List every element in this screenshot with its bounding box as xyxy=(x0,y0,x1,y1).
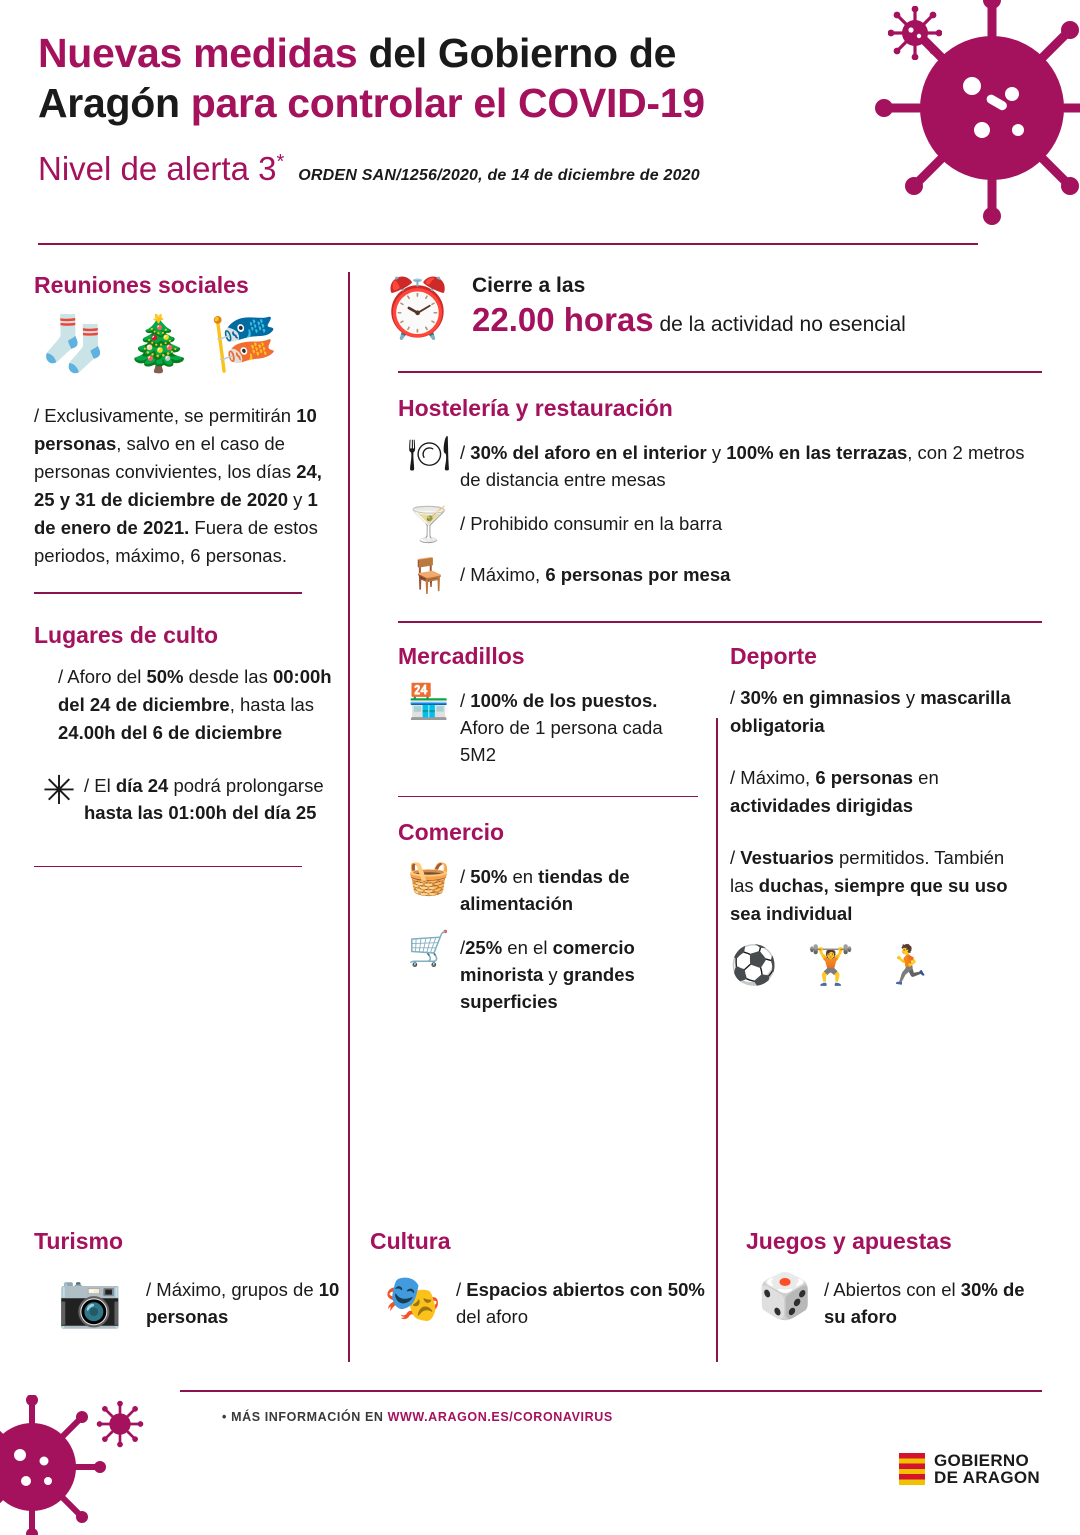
closing-rest: de la actividad no esencial xyxy=(653,313,906,336)
gobierno-logo-text xyxy=(934,1452,1040,1486)
main-divider-1 xyxy=(398,371,1042,373)
com2-b: en el xyxy=(502,937,553,959)
running-icon: 🏃 xyxy=(884,944,962,987)
culto-1c: desde las xyxy=(183,665,273,687)
reuniones-b1: 10 personas xyxy=(34,405,317,454)
dep2-b1: 6 personas xyxy=(815,766,914,788)
serving-dish-icon: 🍽 xyxy=(407,434,451,473)
shopping-cart-icon: 🛒 xyxy=(407,930,451,969)
culto-item-1 xyxy=(34,663,334,747)
com2-b1: 25% xyxy=(465,937,503,959)
turismo-item xyxy=(34,1273,348,1330)
title-plain-2: Aragón xyxy=(38,80,191,126)
dep1-a: / xyxy=(730,686,741,708)
dep3-a: / xyxy=(730,846,741,868)
main-column xyxy=(370,272,1042,1029)
alarm-clock-icon: ⏰ xyxy=(381,275,455,341)
title-accent-2: para controlar el COVID-19 xyxy=(190,80,705,126)
cul-a: / xyxy=(456,1279,467,1300)
subtitle-row xyxy=(38,150,918,188)
tur-b1: 10 personas xyxy=(146,1279,340,1327)
column-divider-left xyxy=(348,272,350,1362)
shopping-basket-icon: 🧺 xyxy=(407,859,451,898)
closing-line1: Cierre a las xyxy=(472,274,586,297)
cultura-text xyxy=(456,1273,716,1330)
merc-a: / xyxy=(460,689,471,711)
reuniones-text xyxy=(34,402,334,570)
reuniones-t3: y xyxy=(288,489,308,510)
reuniones-b3: 1 de enero de 2021. xyxy=(34,489,318,538)
culto-1b2: 00:00h del 24 de diciembre xyxy=(58,665,332,715)
host1-a: / xyxy=(460,441,471,463)
turismo-text xyxy=(146,1273,348,1330)
table-chairs-icon: 🪑 xyxy=(407,556,451,595)
culto-1a: / Aforo del xyxy=(58,665,147,687)
com1-b2: tiendas de alimentación xyxy=(460,866,630,915)
merc-b1: 100% de los puestos. xyxy=(470,689,658,711)
soccer-ball-icon: ⚽ xyxy=(730,944,808,987)
hosteleria-item-1 xyxy=(398,436,1042,493)
closing-line2 xyxy=(472,300,906,345)
closing-time-block xyxy=(370,272,1042,345)
reuniones-t2: , salvo en el caso de personas convivientes, los días xyxy=(34,433,297,482)
deporte-item-3 xyxy=(730,844,1020,928)
virus-decoration-small-bottom xyxy=(96,1400,144,1448)
com2-b2: comercio minorista xyxy=(460,937,635,986)
section-title-turismo: Turismo xyxy=(34,1228,124,1254)
jue-a: / Abiertos con el xyxy=(824,1279,961,1300)
closing-hours: 22.00 horas xyxy=(472,301,654,338)
section-title-comercio: Comercio xyxy=(398,819,505,846)
cul-c: del aforo xyxy=(456,1306,528,1327)
alert-level-asterisk: * xyxy=(276,151,285,173)
com1-b1: 50% xyxy=(470,866,508,888)
virus-decoration-bottom-left xyxy=(0,1395,135,1535)
juegos-item xyxy=(746,1273,1046,1330)
dep2-b2: actividades dirigidas xyxy=(730,794,914,816)
page-title xyxy=(38,28,918,128)
tur-a: / Máximo, grupos de xyxy=(146,1279,319,1300)
weightlifting-icon: 🏋 xyxy=(807,944,885,987)
footer-info xyxy=(222,1410,613,1424)
left-divider-1 xyxy=(34,592,302,594)
host1-c: , con 2 metros de distancia entre mesas xyxy=(460,441,1025,490)
com2-c: y xyxy=(543,964,563,986)
turismo-block xyxy=(34,1228,348,1344)
reuniones-t4: Fuera de estos periodos, máximo, 6 personas. xyxy=(34,517,318,566)
market-stall-icon: 🏪 xyxy=(407,682,451,721)
merc-c: Aforo de 1 persona cada 5M2 xyxy=(460,716,663,765)
com2-b3: grandes superficies xyxy=(460,964,635,1013)
hosteleria-item-3 xyxy=(398,558,1042,595)
title-plain-1: del Gobierno de xyxy=(357,30,677,76)
com1-a: / xyxy=(460,866,471,888)
three-column-area xyxy=(370,643,1042,1030)
footer-bullet: • xyxy=(222,1410,227,1424)
culto-1d: , hasta las xyxy=(229,693,315,715)
comercio-item-1-text xyxy=(460,860,700,917)
culto-2b1: día 24 xyxy=(115,774,169,796)
culto-2b2: hasta las 01:00h del día 25 xyxy=(84,801,317,823)
culto-1b1: 50% xyxy=(146,665,184,687)
reuniones-t1: / Exclusivamente, se permitirán xyxy=(34,405,297,426)
star-burst-icon: ✳ xyxy=(42,768,76,813)
header xyxy=(38,28,918,188)
section-title-hosteleria: Hostelería y restauración xyxy=(398,394,673,421)
deporte-item-1 xyxy=(730,684,1020,740)
host3-b1: 6 personas por mesa xyxy=(545,563,731,585)
footer-url[interactable]: WWW.ARAGON.ES/CORONAVIRUS xyxy=(387,1410,613,1424)
left-column xyxy=(34,272,334,887)
host1-b2: 100% en las terrazas xyxy=(726,441,908,463)
section-title-cultura: Cultura xyxy=(370,1228,451,1254)
dep2-b: en xyxy=(913,766,939,788)
christmas-bauble-icon: 🎏 xyxy=(210,314,296,374)
jue-b1: 30% de su aforo xyxy=(824,1279,1025,1327)
dep1-b: y xyxy=(900,686,921,708)
mercadillos-item xyxy=(398,684,700,768)
section-title-mercadillos: Mercadillos xyxy=(398,642,525,669)
dep2-a: / Máximo, xyxy=(730,766,816,788)
footer-divider xyxy=(180,1390,1042,1392)
culto-1b3: 24.00h del 6 de diciembre xyxy=(58,721,283,743)
culto-2a: / El xyxy=(84,774,116,796)
dep1-b2: mascarilla obligatoria xyxy=(730,686,1011,736)
christmas-tree-icon: 🎄 xyxy=(125,314,211,374)
juegos-text xyxy=(824,1273,1046,1330)
comercio-item-1 xyxy=(398,860,700,917)
aragon-flag-icon xyxy=(899,1453,925,1485)
com1-b: en xyxy=(507,866,539,888)
juegos-block xyxy=(716,1228,1046,1344)
section-title-deporte: Deporte xyxy=(730,642,817,669)
main-divider-2 xyxy=(398,621,1042,623)
dep3-c: . También las xyxy=(730,846,1005,896)
hosteleria-item-3-text xyxy=(460,558,1042,588)
culto-item-2-text xyxy=(84,769,334,826)
hosteleria-item-2-text: / Prohibido consumir en la barra xyxy=(460,512,723,534)
header-divider xyxy=(38,243,978,245)
center-column xyxy=(370,643,700,1030)
com2-a: / xyxy=(460,937,466,959)
comercio-item-2 xyxy=(398,931,700,1015)
host3-a: / Máximo, xyxy=(460,563,546,585)
culto-2b: podrá prolongarse xyxy=(168,774,324,796)
cul-b1: Espacios abiertos con 50% xyxy=(466,1279,705,1300)
center-divider-1 xyxy=(398,796,698,798)
christmas-icons-group xyxy=(40,313,334,376)
theatre-masks-icon: 🎭 xyxy=(384,1272,442,1324)
dep3-b: permitidos xyxy=(833,846,925,868)
closing-text xyxy=(466,272,906,345)
gobierno-de-aragon-logo xyxy=(899,1452,1040,1486)
alert-level-text: Nivel de alerta 3 xyxy=(38,150,277,187)
dep1-b1: 30% en gimnasios xyxy=(740,686,901,708)
hosteleria-item-1-text xyxy=(460,436,1042,493)
cocktail-glass-icon: 🍸 xyxy=(407,505,451,544)
host1-b: y xyxy=(706,441,727,463)
cultura-item xyxy=(370,1273,716,1330)
sport-icons-group xyxy=(730,944,1020,988)
left-divider-2 xyxy=(34,866,302,868)
right-column xyxy=(700,643,1020,1030)
christmas-stocking-icon: 🧦 xyxy=(40,314,126,374)
bottom-row xyxy=(34,1228,1046,1344)
section-title-culto: Lugares de culto xyxy=(34,621,219,648)
reuniones-b2: 24, 25 y 31 de diciembre de 2020 xyxy=(34,461,322,510)
logo-line-1: GOBIERNO xyxy=(934,1451,1029,1470)
title-accent-1: Nuevas medidas xyxy=(38,30,358,76)
deporte-item-2 xyxy=(730,764,1020,820)
alert-level xyxy=(38,150,284,188)
comercio-item-2-text xyxy=(460,931,700,1015)
dep3-b2: duchas, siempre que su uso sea individual xyxy=(730,874,1008,924)
logo-line-2: DE ARAGON xyxy=(934,1468,1040,1487)
host1-b1: 30% del aforo en el interior xyxy=(470,441,707,463)
culto-item-2 xyxy=(34,769,334,826)
section-title-reuniones: Reuniones sociales xyxy=(34,272,249,298)
hosteleria-item-2 xyxy=(398,507,1042,544)
photo-camera-icon: 📷 xyxy=(57,1272,123,1330)
order-reference: ORDEN SAN/1256/2020, de 14 de diciembre de 2020 xyxy=(298,167,700,184)
section-title-juegos: Juegos y apuestas xyxy=(746,1228,952,1254)
footer-more-info: MÁS INFORMACIÓN EN xyxy=(231,1410,388,1424)
dice-icon: 🎲 xyxy=(757,1272,813,1321)
cultura-block xyxy=(348,1228,716,1344)
dep3-b1: Vestuarios xyxy=(740,846,834,868)
mercadillos-text xyxy=(460,684,700,768)
